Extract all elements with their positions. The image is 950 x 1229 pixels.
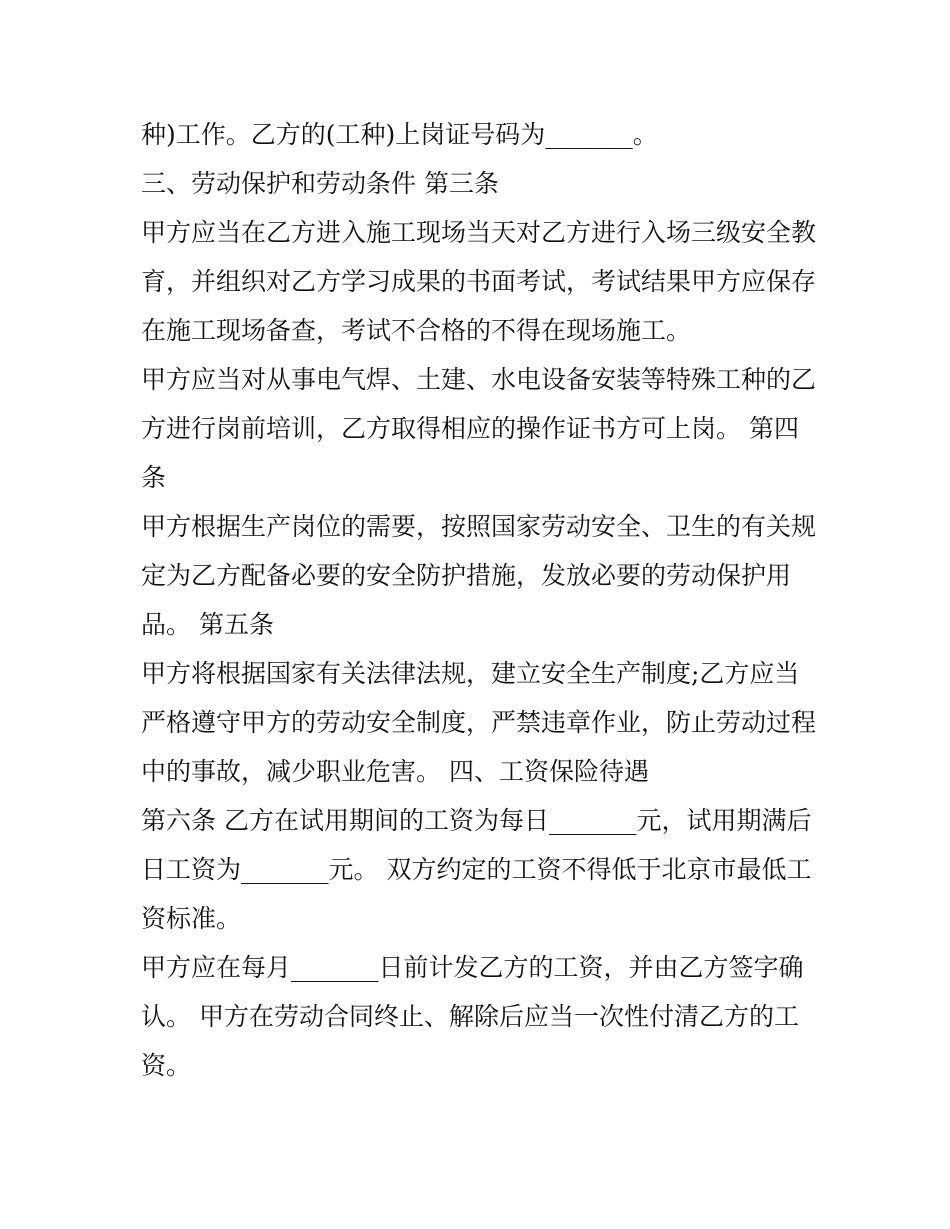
text-line: 甲方应在每月_______日前计发乙方的工资，并由乙方签字确 bbox=[141, 953, 804, 982]
text-line: 日工资为_______元。 双方约定的工资不得低于北京市最低工 bbox=[141, 855, 812, 884]
document-body bbox=[141, 110, 821, 1090]
text-line: 定为乙方配备必要的安全防护措施，发放必要的劳动保护用 bbox=[141, 561, 792, 590]
section-heading-line: 三、劳动保护和劳动条件 第三条 bbox=[141, 169, 499, 198]
text-line: 甲方将根据国家有关法律法规，建立安全生产制度;乙方应当 bbox=[141, 659, 800, 688]
text-line: 在施工现场备查，考试不合格的不得在现场施工。 bbox=[141, 316, 692, 345]
text-line: 甲方根据生产岗位的需要，按照国家劳动安全、卫生的有关规 bbox=[141, 512, 817, 541]
text-line: 第六条 乙方在试用期间的工资为每日_______元，试用期满后 bbox=[141, 806, 812, 835]
text-line: 条 bbox=[141, 463, 167, 492]
text-line: 种)工作。乙方的(工种)上岗证号码为_______。 bbox=[141, 120, 658, 149]
text-line: 资标准。 bbox=[141, 904, 242, 933]
text-line: 方进行岗前培训，乙方取得相应的操作证书方可上岗。 第四 bbox=[141, 414, 799, 443]
text-line: 中的事故，减少职业危害。 四、工资保险待遇 bbox=[141, 757, 649, 786]
text-line: 严格遵守甲方的劳动安全制度，严禁违章作业，防止劳动过程 bbox=[141, 708, 817, 737]
text-line: 品。 第五条 bbox=[141, 610, 274, 639]
text-line: 认。 甲方在劳动合同终止、解除后应当一次性付清乙方的工 bbox=[141, 1002, 799, 1031]
text-line: 资。 bbox=[141, 1051, 192, 1080]
text-line: 甲方应当对从事电气焊、土建、水电设备安装等特殊工种的乙 bbox=[141, 365, 817, 394]
text-line: 育，并组织对乙方学习成果的书面考试，考试结果甲方应保存 bbox=[141, 267, 817, 296]
text-line: 甲方应当在乙方进入施工现场当天对乙方进行入场三级安全教 bbox=[141, 218, 817, 247]
